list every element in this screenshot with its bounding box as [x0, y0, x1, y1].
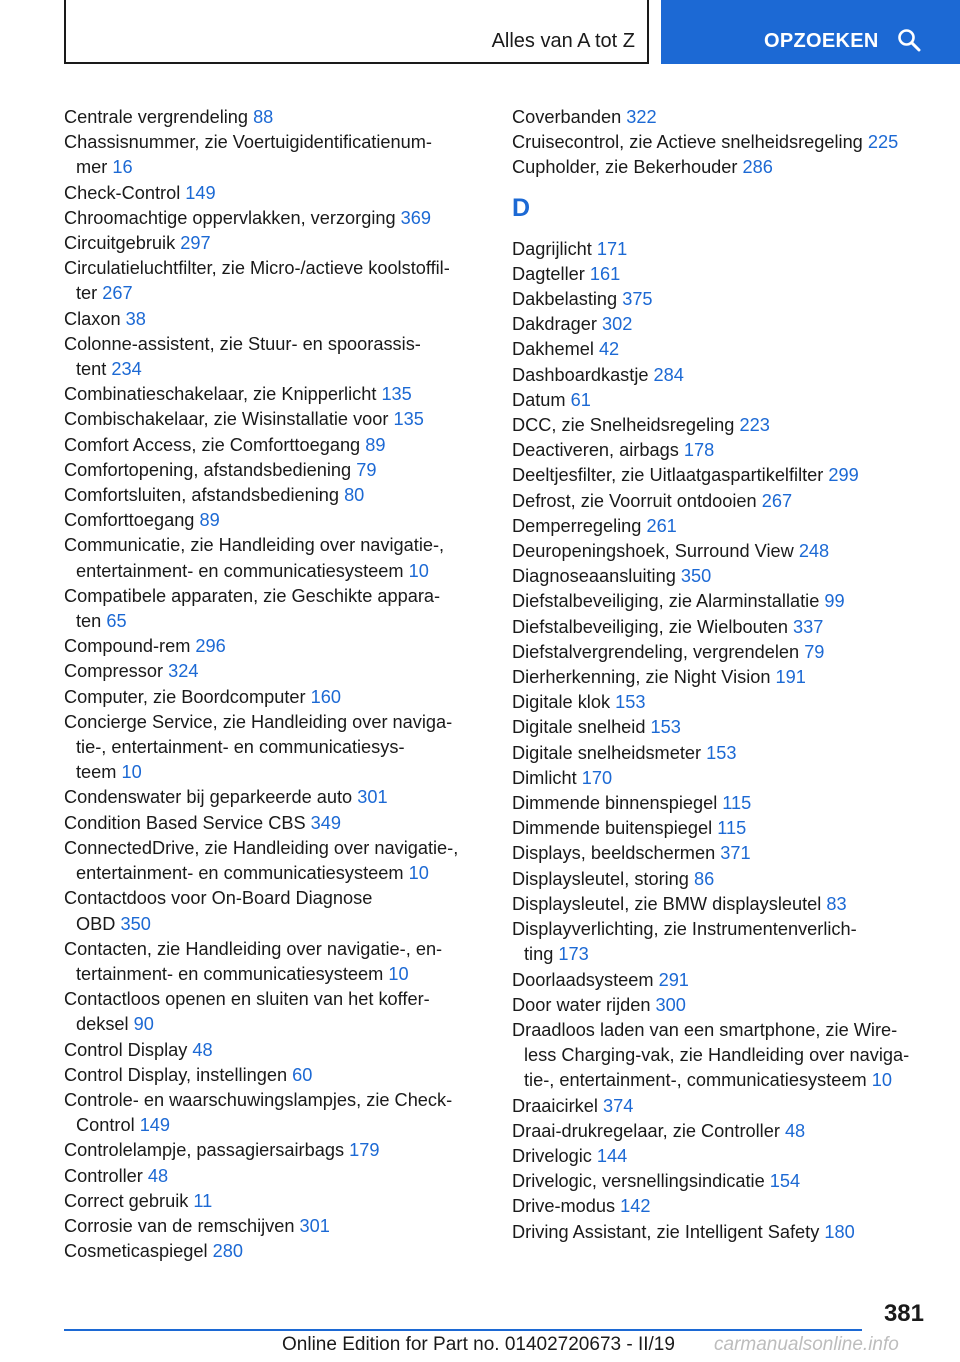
index-entry	[64, 1189, 484, 1214]
entry-text: Centrale vergrendeling	[64, 107, 254, 127]
index-entry	[512, 968, 932, 993]
page-link[interactable]: 153	[615, 692, 646, 713]
entry-text: tie-, entertainment-, communicatiesysteem	[524, 1070, 872, 1091]
page-link[interactable]: 149	[139, 1115, 171, 1136]
page-link[interactable]: 179	[349, 1140, 380, 1161]
entry-text: Dakhemel	[512, 339, 599, 360]
page-link[interactable]: 350	[680, 566, 712, 587]
page-number: 381	[883, 1300, 924, 1327]
section-title: Alles van A tot Z	[491, 30, 635, 52]
page-link[interactable]: 300	[655, 994, 686, 1015]
index-entry	[64, 659, 484, 684]
entry-text: Cruisecontrol, zie Actieve snelheidsregeling	[512, 132, 868, 153]
index-entry	[512, 1094, 932, 1119]
entry-text: Compound-rem	[64, 636, 196, 657]
index-entry	[512, 363, 932, 388]
entry-text: Draadloos laden van een smartphone, zie Wire-	[512, 1019, 898, 1040]
page-link[interactable]: 350	[120, 913, 151, 934]
index-entry	[512, 665, 932, 690]
page-link[interactable]: 302	[601, 314, 633, 335]
entry-text: Circuitgebruik	[64, 233, 181, 254]
entry-text: Digitale klok	[512, 692, 616, 713]
page-link[interactable]: 144	[596, 1145, 628, 1166]
page-link[interactable]: 170	[581, 767, 613, 788]
entry-text: Circulatieluchtfilter, zie Micro-/actieve koolstoffil-	[64, 258, 450, 279]
page-link[interactable]: 83	[826, 893, 847, 914]
entry-text: ConnectedDrive, zie Handleiding over navigatie-,	[64, 837, 459, 858]
index-entry	[512, 589, 932, 614]
index-entry	[512, 715, 932, 740]
entry-text: Comfortsluiten, afstandsbediening	[64, 485, 345, 506]
entry-text: Corrosie van de remschijven	[64, 1215, 300, 1236]
page-link[interactable]: 65	[106, 611, 127, 632]
entry-text: Diagnoseaansluiting	[512, 566, 681, 587]
entry-text: Door water rijden	[512, 994, 656, 1015]
entry-text: Dagteller	[512, 263, 590, 284]
page-link[interactable]: 115	[722, 793, 752, 814]
entry-text: Demperregeling	[512, 515, 647, 536]
page-link[interactable]: 337	[793, 616, 824, 637]
entry-text: Controller	[64, 1165, 148, 1186]
page-link[interactable]: 286	[742, 157, 773, 178]
entry-text: Displaysleutel, storing	[512, 868, 694, 889]
entry-text: tent	[76, 359, 112, 380]
index-entry	[512, 791, 932, 816]
entry-text: teem	[76, 762, 122, 783]
entry-text: Condition Based Service CBS	[64, 812, 311, 833]
page-link[interactable]: 10	[408, 560, 429, 581]
index-entry	[512, 892, 932, 917]
page-link[interactable]: 10	[121, 762, 142, 783]
entry-text: Digitale snelheid	[512, 717, 651, 738]
page-link[interactable]: 280	[212, 1241, 243, 1262]
page-link[interactable]: 86	[693, 868, 715, 889]
index-entry	[64, 811, 484, 836]
entry-text: Communicatie, zie Handleiding over navigatie-,	[64, 535, 445, 556]
index-entry	[64, 407, 484, 432]
index-entry	[64, 634, 484, 659]
index-entry	[512, 564, 932, 589]
index-entry	[512, 463, 932, 488]
page-link[interactable]: 48	[192, 1039, 213, 1060]
search-label: OPZOEKEN	[764, 30, 879, 52]
entry-text: Control Display	[64, 1039, 193, 1060]
index-entry	[512, 262, 932, 287]
entry-text: Displayverlichting, zie Instrumentenverlich-	[512, 919, 857, 940]
index-entry	[64, 1214, 484, 1239]
page-link[interactable]: 48	[147, 1165, 169, 1186]
entry-text: Comfortopening, afstandsbediening	[64, 459, 357, 480]
entry-text: Concierge Service, zie Handleiding over naviga-	[64, 711, 453, 732]
index-entry	[64, 886, 484, 936]
search-button[interactable]	[661, 0, 960, 64]
entry-text: Contacten, zie Handleiding over navigatie-, en-	[64, 938, 443, 959]
index-entry	[64, 836, 484, 886]
entry-text: Dimmende buitenspiegel	[512, 818, 718, 839]
page-link[interactable]: 234	[111, 359, 142, 380]
page-link[interactable]: 149	[185, 182, 216, 203]
page-link[interactable]: 160	[310, 686, 342, 707]
index-entry	[512, 615, 932, 640]
index-entry	[512, 867, 932, 892]
entry-text: Deactiveren, airbags	[512, 440, 684, 461]
entry-text: Cupholder, zie Bekerhouder	[512, 157, 743, 178]
entry-text: Diefstalvergrendeling, vergrendelen	[512, 641, 805, 662]
index-entry	[512, 337, 932, 362]
page-link[interactable]: 322	[626, 107, 657, 127]
page-link[interactable]: 60	[292, 1064, 313, 1085]
page-link[interactable]: 301	[299, 1215, 330, 1236]
index-entry	[512, 514, 932, 539]
page-link[interactable]: 80	[344, 485, 365, 506]
entry-text: Draaicirkel	[512, 1095, 603, 1116]
entry-text: entertainment- en communicatiesysteem	[76, 560, 409, 581]
entry-text: Chassisnummer, zie Voertuigidentificatienum-	[64, 132, 432, 153]
entry-text: ter	[76, 283, 103, 304]
index-entry	[512, 155, 932, 180]
page-link[interactable]: 374	[602, 1095, 634, 1116]
page-link[interactable]: 90	[133, 1014, 154, 1035]
index-entry	[512, 1169, 932, 1194]
page-link[interactable]: 225	[867, 132, 899, 153]
entry-text: Dakbelasting	[512, 289, 623, 310]
entry-text: Control Display, instellingen	[64, 1064, 293, 1085]
entry-text: Claxon	[64, 308, 126, 329]
index-entry	[512, 130, 932, 155]
page-link[interactable]: 324	[168, 661, 199, 682]
index-entry	[512, 489, 932, 514]
entry-text: ting	[524, 944, 559, 965]
page-link[interactable]: 135	[393, 409, 424, 430]
index-entry	[64, 382, 484, 407]
page-link[interactable]: 115	[717, 818, 747, 839]
entry-text: Colonne-assistent, zie Stuur- en spoorassis-	[64, 333, 421, 354]
footer-divider	[64, 1329, 862, 1331]
index-entry	[512, 237, 932, 262]
entry-text: Dashboardkastje	[512, 364, 654, 385]
entry-text: Control	[76, 1115, 140, 1136]
page-link[interactable]: 267	[102, 283, 133, 304]
index-entry	[64, 937, 484, 987]
entry-text: Diefstalbeveiliging, zie Wielbouten	[512, 616, 794, 637]
index-entry	[64, 105, 484, 130]
entry-text: deksel	[76, 1014, 134, 1035]
index-entry	[512, 1144, 932, 1169]
index-entry	[64, 987, 484, 1037]
index-entry	[64, 458, 484, 483]
index-entry	[64, 130, 484, 180]
index-column-left	[64, 105, 484, 1264]
entry-text: Datum	[512, 389, 571, 410]
entry-text: DCC, zie Snelheidsregeling	[512, 415, 740, 436]
index-entry	[64, 1063, 484, 1088]
index-entry	[64, 1239, 484, 1264]
page-link[interactable]: 284	[653, 364, 684, 385]
index-entry	[64, 1038, 484, 1063]
entry-text: Controlelampje, passagiersairbags	[64, 1140, 350, 1161]
index-entry	[64, 181, 484, 206]
index-entry	[64, 785, 484, 810]
entry-text: less Charging-vak, zie Handleiding over naviga-	[524, 1045, 910, 1066]
entry-text: Dakdrager	[512, 314, 602, 335]
entry-text: Cosmeticaspiegel	[64, 1241, 213, 1262]
index-entry	[512, 388, 932, 413]
page-link[interactable]: 10	[388, 963, 409, 984]
entry-text: OBD	[76, 913, 121, 934]
entry-text: Controle- en waarschuwingslampjes, zie Check-	[64, 1089, 453, 1110]
entry-text: Combischakelaar, zie Wisinstallatie voor	[64, 409, 394, 430]
entry-text: Compressor	[64, 661, 169, 682]
index-entry	[512, 287, 932, 312]
entry-text: Digitale snelheidsmeter	[512, 742, 707, 763]
page-link[interactable]: 10	[871, 1070, 892, 1091]
page-link[interactable]: 375	[622, 289, 653, 310]
entry-text: Displaysleutel, zie BMW displaysleutel	[512, 893, 827, 914]
entry-text: Dimmende binnenspiegel	[512, 793, 723, 814]
index-entry	[64, 206, 484, 231]
index-entry	[512, 413, 932, 438]
index-entry	[512, 1194, 932, 1219]
page-link[interactable]: 38	[125, 308, 146, 329]
index-entry	[64, 483, 484, 508]
entry-text: Dagrijlicht	[512, 238, 597, 259]
index-entry	[512, 1119, 932, 1144]
index-entry	[512, 1018, 932, 1094]
page-link[interactable]: 369	[400, 207, 432, 228]
index-entry	[64, 685, 484, 710]
page-link[interactable]: 61	[570, 389, 591, 410]
index-entry	[512, 690, 932, 715]
page-link[interactable]: 16	[112, 157, 133, 178]
entry-text: Driving Assistant, zie Intelligent Safety	[512, 1221, 825, 1242]
entry-text: Dierherkenning, zie Night Vision	[512, 667, 776, 688]
watermark: carmanualsonline.info	[714, 1334, 899, 1355]
entry-text: Drivelogic	[512, 1145, 597, 1166]
entry-text: Drive-modus	[512, 1196, 621, 1217]
page-link[interactable]: 173	[558, 944, 589, 965]
index-entry	[64, 332, 484, 382]
page-link[interactable]: 10	[408, 863, 429, 884]
entry-text: Comfort Access, zie Comforttoegang	[64, 434, 366, 455]
entry-text: entertainment- en communicatiesysteem	[76, 863, 409, 884]
page-link[interactable]: 79	[356, 459, 377, 480]
page-link[interactable]: 296	[195, 636, 226, 657]
index-entry	[64, 1138, 484, 1163]
index-column-right	[512, 105, 932, 1245]
entry-text: Correct gebruik	[64, 1190, 194, 1211]
entry-text: Diefstalbeveiliging, zie Alarminstallatie	[512, 591, 825, 612]
page-link[interactable]: 11	[193, 1190, 213, 1211]
page-link[interactable]: 267	[761, 490, 793, 511]
index-entry	[64, 1164, 484, 1189]
page-link[interactable]: 248	[798, 541, 830, 562]
entry-text: Comforttoegang	[64, 510, 200, 531]
entry-text: tie-, entertainment- en communicatiesys-	[76, 737, 405, 758]
page-link[interactable]: 371	[720, 843, 751, 864]
index-entry	[64, 508, 484, 533]
index-entry	[512, 741, 932, 766]
page-link[interactable]: 89	[365, 434, 386, 455]
section-letter: D	[512, 193, 531, 222]
entry-text: ten	[76, 611, 107, 632]
index-entry	[512, 766, 932, 791]
entry-text: Compatibele apparaten, zie Geschikte appara-	[64, 585, 441, 606]
index-entry	[64, 433, 484, 458]
index-entry	[512, 816, 932, 841]
section-title-tab	[64, 0, 649, 64]
index-entry	[512, 438, 932, 463]
index-entry	[512, 539, 932, 564]
page-link[interactable]: 135	[381, 384, 412, 405]
page-link[interactable]: 301	[357, 787, 388, 808]
entry-text: Dimlicht	[512, 767, 582, 788]
page-link[interactable]: 178	[683, 440, 715, 461]
entry-text: Defrost, zie Voorruit ontdooien	[512, 490, 762, 511]
page-link[interactable]: 99	[824, 591, 845, 612]
index-entry	[64, 533, 484, 583]
entry-text: Deuropeningshoek, Surround View	[512, 541, 799, 562]
page-link[interactable]: 261	[646, 515, 677, 536]
page-link[interactable]: 161	[589, 263, 621, 284]
entry-text: Combinatieschakelaar, zie Knipperlicht	[64, 384, 382, 405]
index-entry	[512, 841, 932, 866]
index-entry	[64, 307, 484, 332]
index-entry	[512, 917, 932, 967]
entry-text: Condenswater bij geparkeerde auto	[64, 787, 358, 808]
entry-text: Deeltjesfilter, zie Uitlaatgaspartikelfilter	[512, 465, 829, 486]
index-entry	[64, 256, 484, 306]
index-entry	[64, 584, 484, 634]
magnifier-icon	[897, 28, 921, 52]
page-link[interactable]: 79	[804, 641, 825, 662]
search-tab[interactable]	[661, 0, 960, 64]
page-link[interactable]: 349	[310, 812, 342, 833]
entry-text: Check-Control	[64, 182, 186, 203]
page-link[interactable]: 223	[739, 415, 770, 436]
entry-text: Chroomachtige oppervlakken, verzorging	[64, 207, 401, 228]
entry-text: Coverbanden	[512, 107, 627, 127]
page-link[interactable]: 88	[253, 107, 274, 127]
entry-text: mer	[76, 157, 113, 178]
entry-text: Drivelogic, versnellingsindicatie	[512, 1171, 770, 1192]
entry-text: tertainment- en communicatiesysteem	[76, 963, 389, 984]
entry-text: Contactloos openen en sluiten van het koffer-	[64, 989, 430, 1010]
page-link[interactable]: 153	[706, 742, 737, 763]
page-link[interactable]: 154	[769, 1171, 801, 1192]
entry-text: Doorlaadsysteem	[512, 969, 659, 990]
page-link[interactable]: 48	[784, 1120, 806, 1141]
page-link[interactable]: 291	[658, 969, 689, 990]
entry-text: Contactdoos voor On-Board Diagnose	[64, 888, 373, 909]
page-link[interactable]: 171	[596, 238, 628, 259]
page-link[interactable]: 297	[180, 233, 211, 254]
index-entry	[512, 993, 932, 1018]
entry-text: Displays, beeldschermen	[512, 843, 721, 864]
page-link[interactable]: 89	[199, 510, 220, 531]
entry-text: Draai-drukregelaar, zie Controller	[512, 1120, 785, 1141]
edition-text: Online Edition for Part no. 01402720673 - II/19	[282, 1334, 675, 1355]
page-link[interactable]: 142	[620, 1196, 651, 1217]
index-entry	[512, 105, 932, 130]
page-link[interactable]: 299	[828, 465, 859, 486]
index-entry	[512, 1220, 932, 1245]
page-link[interactable]: 180	[824, 1221, 855, 1242]
entry-text: Computer, zie Boordcomputer	[64, 686, 311, 707]
index-entry	[512, 312, 932, 337]
index-entry	[64, 1088, 484, 1138]
page-link[interactable]: 42	[598, 339, 620, 360]
index-entry	[64, 710, 484, 786]
index-entry	[512, 640, 932, 665]
page-link[interactable]: 191	[775, 667, 806, 688]
index-entry	[64, 231, 484, 256]
page-link[interactable]: 153	[650, 717, 681, 738]
